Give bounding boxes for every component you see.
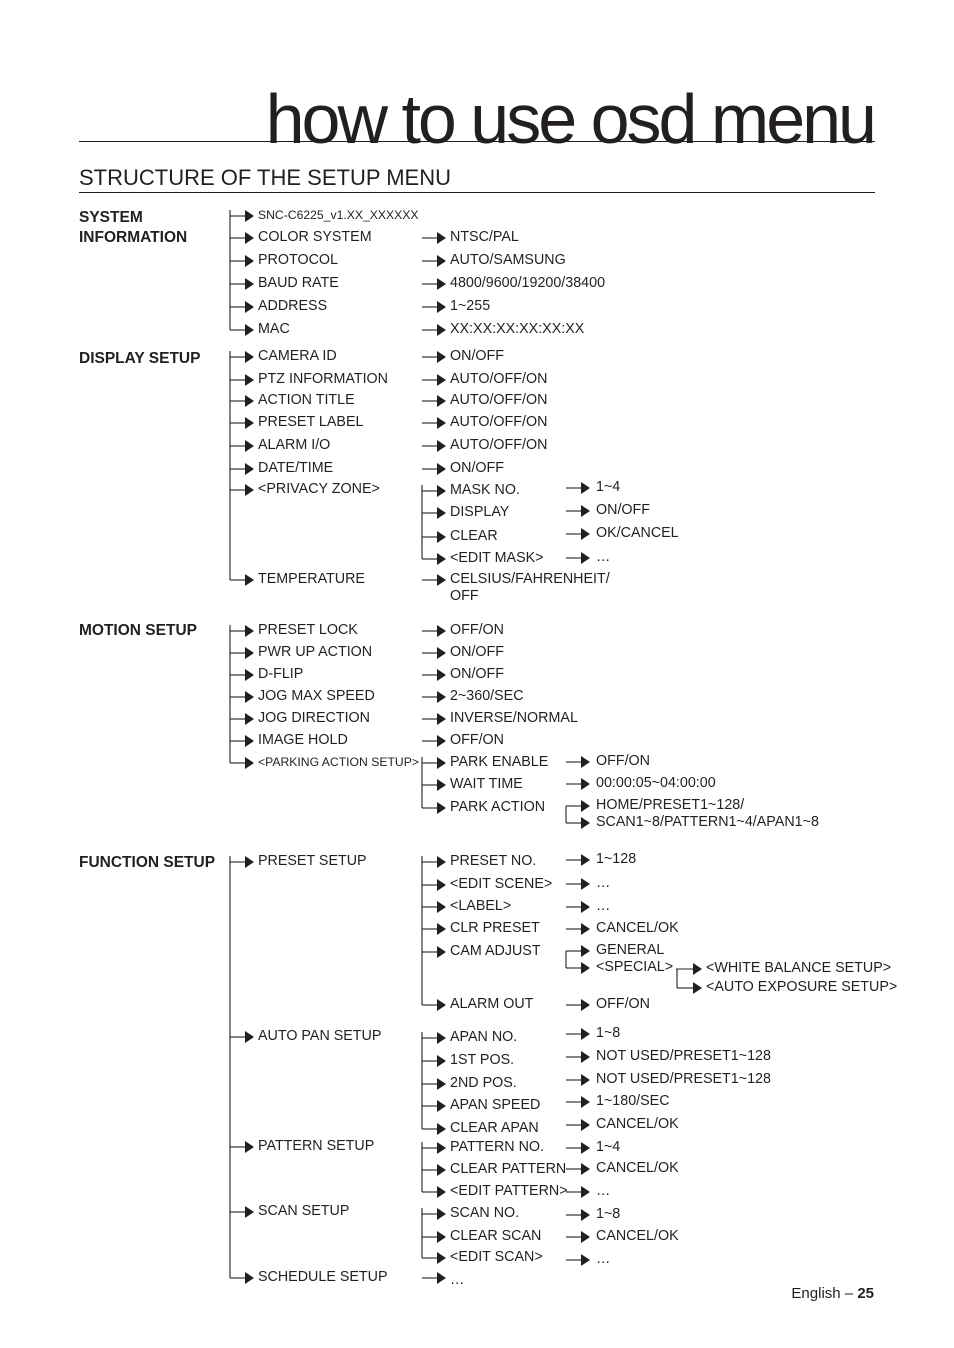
menu-item-parking-action-setup: <PARKING ACTION SETUP> [258, 755, 419, 769]
menu-item-protocol: PROTOCOL [258, 252, 338, 268]
submenu-value-apan-no: 1~8 [596, 1025, 621, 1041]
submenu-value-edit-pattern: … [596, 1183, 611, 1199]
menu-item-mac: MAC [258, 321, 290, 337]
menu-item-auto-pan-setup: AUTO PAN SETUP [258, 1028, 382, 1044]
arrow-head-icon [245, 417, 254, 429]
arrow-head-icon [245, 232, 254, 244]
menu-value-protocol: AUTO/SAMSUNG [450, 252, 566, 268]
menu-value-schedule-setup: … [450, 1272, 465, 1288]
arrow-head-icon [245, 1141, 254, 1153]
submenu-value-wait-time: 00:00:05~04:00:00 [596, 775, 716, 791]
submenu-item-park-enable: PARK ENABLE [450, 754, 549, 770]
special-item-auto-exposure-setup: <AUTO EXPOSURE SETUP> [706, 979, 898, 995]
submenu-value-1st-pos: NOT USED/PRESET1~128 [596, 1048, 771, 1064]
arrow-head-icon [581, 1074, 590, 1086]
arrow-head-icon [437, 757, 446, 769]
arrow-head-icon [245, 301, 254, 313]
arrow-head-icon [437, 802, 446, 814]
submenu-value-cam-adjust-2: <SPECIAL> [596, 959, 674, 975]
arrow-head-icon [581, 756, 590, 768]
menu-value-address: 1~255 [450, 298, 491, 314]
arrow-head-icon [437, 946, 446, 958]
menu-item-color-system: COLOR SYSTEM [258, 229, 372, 245]
submenu-value-park-enable: OFF/ON [596, 753, 651, 769]
arrow-head-icon [437, 923, 446, 935]
arrow-head-icon [245, 713, 254, 725]
category-system-information: SYSTEM INFORMATION [79, 209, 188, 246]
menu-value-image-hold: OFF/ON [450, 732, 505, 748]
arrow-head-icon [581, 1209, 590, 1221]
arrow-head-icon [581, 552, 590, 564]
arrow-head-icon [437, 1123, 446, 1135]
submenu-value-cam-adjust-1: GENERAL [596, 942, 665, 958]
arrow-head-icon [245, 669, 254, 681]
submenu-item-cam-adjust: CAM ADJUST [450, 943, 541, 959]
arrow-head-icon [437, 879, 446, 891]
arrow-head-icon [245, 484, 254, 496]
submenu-item-1st-pos: 1ST POS. [450, 1052, 515, 1068]
menu-item-snc-c6225-v1-xx-xxxxxx: SNC-C6225_v1.XX_XXXXXX [258, 208, 419, 222]
menu-value-camera-id: ON/OFF [450, 348, 505, 364]
arrow-head-icon [581, 901, 590, 913]
page-footer [791, 1284, 874, 1304]
arrow-head-icon [437, 440, 446, 452]
submenu-value-apan-speed: 1~180/SEC [596, 1093, 670, 1109]
menu-item-d-flip: D-FLIP [258, 666, 304, 682]
arrow-head-icon [581, 1096, 590, 1108]
arrow-head-icon [437, 647, 446, 659]
arrow-head-icon [245, 278, 254, 290]
arrow-head-icon [693, 963, 702, 975]
menu-item-preset-setup: PRESET SETUP [258, 853, 367, 869]
special-item-white-balance-setup: <WHITE BALANCE SETUP> [706, 960, 892, 976]
arrow-head-icon [437, 1100, 446, 1112]
arrow-head-icon [245, 1031, 254, 1043]
menu-item-camera-id: CAMERA ID [258, 348, 337, 364]
menu-value-date-time: ON/OFF [450, 460, 505, 476]
submenu-item-apan-no: APAN NO. [450, 1029, 518, 1045]
arrow-head-icon [437, 999, 446, 1011]
arrow-head-icon [581, 528, 590, 540]
submenu-value-clear-scan: CANCEL/OK [596, 1228, 679, 1244]
submenu-value-mask-no: 1~4 [596, 479, 621, 495]
arrow-head-icon [437, 351, 446, 363]
submenu-item-label: <LABEL> [450, 898, 512, 914]
menu-item-ptz-information: PTZ INFORMATION [258, 371, 388, 387]
submenu-value-alarm-out: OFF/ON [596, 996, 651, 1012]
submenu-value-clr-preset: CANCEL/OK [596, 920, 679, 936]
arrow-head-icon [581, 962, 590, 974]
arrow-head-icon [245, 463, 254, 475]
arrow-head-icon [581, 945, 590, 957]
arrow-head-icon [437, 301, 446, 313]
arrow-head-icon [245, 735, 254, 747]
arrow-head-icon [437, 669, 446, 681]
arrow-head-icon [245, 395, 254, 407]
submenu-value-edit-mask: … [596, 549, 611, 565]
submenu-item-clr-preset: CLR PRESET [450, 920, 540, 936]
arrow-head-icon [437, 1164, 446, 1176]
arrow-head-icon [437, 1272, 446, 1284]
arrow-head-icon [581, 1186, 590, 1198]
menu-item-pattern-setup: PATTERN SETUP [258, 1138, 375, 1154]
menu-value-jog-direction: INVERSE/NORMAL [450, 710, 578, 726]
submenu-item-pattern-no: PATTERN NO. [450, 1139, 544, 1155]
menu-value-mac: XX:XX:XX:XX:XX:XX [450, 321, 585, 337]
submenu-item-edit-scene: <EDIT SCENE> [450, 876, 553, 892]
page-number: 25 [857, 1285, 874, 1302]
arrow-head-icon [437, 735, 446, 747]
menu-item-temperature: TEMPERATURE [258, 571, 365, 587]
arrow-head-icon [437, 507, 446, 519]
arrow-head-icon [245, 856, 254, 868]
menu-value-d-flip: ON/OFF [450, 666, 505, 682]
menu-item-address: ADDRESS [258, 298, 328, 314]
chapter-title: how to use osd menu [265, 80, 874, 158]
arrow-head-icon [437, 1142, 446, 1154]
menu-item-privacy-zone: <PRIVACY ZONE> [258, 481, 380, 497]
menu-value-baud-rate: 4800/9600/19200/38400 [450, 275, 606, 291]
arrow-head-icon [581, 1142, 590, 1154]
submenu-value-clear: OK/CANCEL [596, 525, 679, 541]
arrow-head-icon [437, 1208, 446, 1220]
arrow-head-icon [581, 854, 590, 866]
arrow-head-icon [245, 691, 254, 703]
menu-value-color-system: NTSC/PAL [450, 229, 519, 245]
arrow-head-icon [437, 374, 446, 386]
arrow-head-icon [437, 1186, 446, 1198]
arrow-head-icon [581, 482, 590, 494]
arrow-head-icon [581, 1231, 590, 1243]
submenu-value-scan-no: 1~8 [596, 1206, 621, 1222]
arrow-head-icon [245, 574, 254, 586]
arrow-head-icon [437, 1078, 446, 1090]
arrow-head-icon [437, 574, 446, 586]
arrow-head-icon [437, 1055, 446, 1067]
menu-item-pwr-up-action: PWR UP ACTION [258, 644, 373, 660]
arrow-head-icon [581, 505, 590, 517]
arrow-head-icon [245, 210, 254, 222]
arrow-head-icon [245, 1206, 254, 1218]
arrow-head-icon [245, 351, 254, 363]
arrow-head-icon [581, 1119, 590, 1131]
section-title: STRUCTURE OF THE SETUP MENU [79, 165, 451, 190]
submenu-value-clear-apan: CANCEL/OK [596, 1116, 679, 1132]
arrow-head-icon [581, 878, 590, 890]
menu-item-action-title: ACTION TITLE [258, 392, 355, 408]
arrow-head-icon [581, 817, 590, 829]
menu-value-preset-lock: OFF/ON [450, 622, 505, 638]
menu-item-scan-setup: SCAN SETUP [258, 1203, 350, 1219]
submenu-value-pattern-no: 1~4 [596, 1139, 621, 1155]
submenu-value-edit-scan: … [596, 1251, 611, 1267]
arrow-head-icon [437, 395, 446, 407]
arrow-head-icon [581, 778, 590, 790]
arrow-head-icon [581, 800, 590, 812]
arrow-head-icon [437, 779, 446, 791]
arrow-head-icon [437, 278, 446, 290]
arrow-head-icon [245, 647, 254, 659]
footer-language: English [791, 1285, 841, 1302]
menu-value-jog-max-speed: 2~360/SEC [450, 688, 524, 704]
submenu-value-edit-scene: … [596, 875, 611, 891]
submenu-item-edit-scan: <EDIT SCAN> [450, 1249, 543, 1265]
arrow-head-icon [437, 856, 446, 868]
menu-value-pwr-up-action: ON/OFF [450, 644, 505, 660]
submenu-item-clear-apan: CLEAR APAN [450, 1120, 539, 1136]
submenu-value-preset-no: 1~128 [596, 851, 637, 867]
arrow-head-icon [245, 757, 254, 769]
submenu-item-alarm-out: ALARM OUT [450, 996, 534, 1012]
category-display-setup: DISPLAY SETUP [79, 350, 201, 367]
arrow-head-icon [581, 1254, 590, 1266]
arrow-head-icon [437, 1231, 446, 1243]
arrow-head-icon [245, 255, 254, 267]
arrow-head-icon [245, 324, 254, 336]
arrow-head-icon [581, 1028, 590, 1040]
menu-value-action-title: AUTO/OFF/ON [450, 392, 548, 408]
arrow-head-icon [437, 553, 446, 565]
arrow-head-icon [437, 255, 446, 267]
submenu-item-scan-no: SCAN NO. [450, 1205, 520, 1221]
menu-item-date-time: DATE/TIME [258, 460, 334, 476]
arrow-head-icon [437, 324, 446, 336]
menu-item-jog-direction: JOG DIRECTION [258, 710, 370, 726]
arrow-head-icon [437, 417, 446, 429]
arrow-head-icon [245, 440, 254, 452]
submenu-value-display: ON/OFF [596, 502, 651, 518]
submenu-item-wait-time: WAIT TIME [450, 776, 523, 792]
menu-value-alarm-i-o: AUTO/OFF/ON [450, 437, 548, 453]
arrow-head-icon [245, 625, 254, 637]
arrow-head-icon [437, 485, 446, 497]
category-function-setup: FUNCTION SETUP [79, 854, 216, 871]
submenu-item-display: DISPLAY [450, 504, 510, 520]
arrow-head-icon [581, 1051, 590, 1063]
arrow-head-icon [437, 713, 446, 725]
category-motion-setup: MOTION SETUP [79, 622, 197, 639]
submenu-item-edit-mask: <EDIT MASK> [450, 550, 544, 566]
arrow-head-icon [437, 232, 446, 244]
arrow-head-icon [437, 531, 446, 543]
submenu-item-mask-no: MASK NO. [450, 482, 520, 498]
submenu-value-clear-pattern: CANCEL/OK [596, 1160, 679, 1176]
submenu-item-park-action: PARK ACTION [450, 799, 546, 815]
submenu-item-clear-scan: CLEAR SCAN [450, 1228, 542, 1244]
submenu-item-apan-speed: APAN SPEED [450, 1097, 541, 1113]
menu-item-image-hold: IMAGE HOLD [258, 732, 348, 748]
menu-value-temperature: CELSIUS/FAHRENHEIT/ OFF [450, 571, 610, 604]
arrow-head-icon [437, 1032, 446, 1044]
menu-item-jog-max-speed: JOG MAX SPEED [258, 688, 375, 704]
menu-value-ptz-information: AUTO/OFF/ON [450, 371, 548, 387]
submenu-item-2nd-pos: 2ND POS. [450, 1075, 517, 1091]
arrow-head-icon [581, 1163, 590, 1175]
menu-item-preset-label: PRESET LABEL [258, 414, 364, 430]
menu-item-baud-rate: BAUD RATE [258, 275, 339, 291]
submenu-value-park-action-2: SCAN1~8/PATTERN1~4/APAN1~8 [596, 814, 819, 830]
menu-item-preset-lock: PRESET LOCK [258, 622, 358, 638]
arrow-head-icon [437, 625, 446, 637]
menu-value-preset-label: AUTO/OFF/ON [450, 414, 548, 430]
submenu-item-edit-pattern: <EDIT PATTERN> [450, 1183, 568, 1199]
arrow-head-icon [245, 1272, 254, 1284]
submenu-item-preset-no: PRESET NO. [450, 853, 537, 869]
menu-item-schedule-setup: SCHEDULE SETUP [258, 1269, 388, 1285]
submenu-value-2nd-pos: NOT USED/PRESET1~128 [596, 1071, 771, 1087]
arrow-head-icon [245, 374, 254, 386]
submenu-item-clear: CLEAR [450, 528, 498, 544]
arrow-head-icon [437, 1252, 446, 1264]
arrow-head-icon [437, 691, 446, 703]
submenu-value-label: … [596, 898, 611, 914]
arrow-head-icon [693, 982, 702, 994]
menu-item-alarm-i-o: ALARM I/O [258, 437, 331, 453]
footer-separator: – [844, 1285, 854, 1302]
submenu-item-clear-pattern: CLEAR PATTERN [450, 1161, 567, 1177]
arrow-head-icon [581, 999, 590, 1011]
submenu-value-park-action-1: HOME/PRESET1~128/ [596, 797, 745, 813]
arrow-head-icon [437, 901, 446, 913]
arrow-head-icon [581, 923, 590, 935]
arrow-head-icon [437, 463, 446, 475]
